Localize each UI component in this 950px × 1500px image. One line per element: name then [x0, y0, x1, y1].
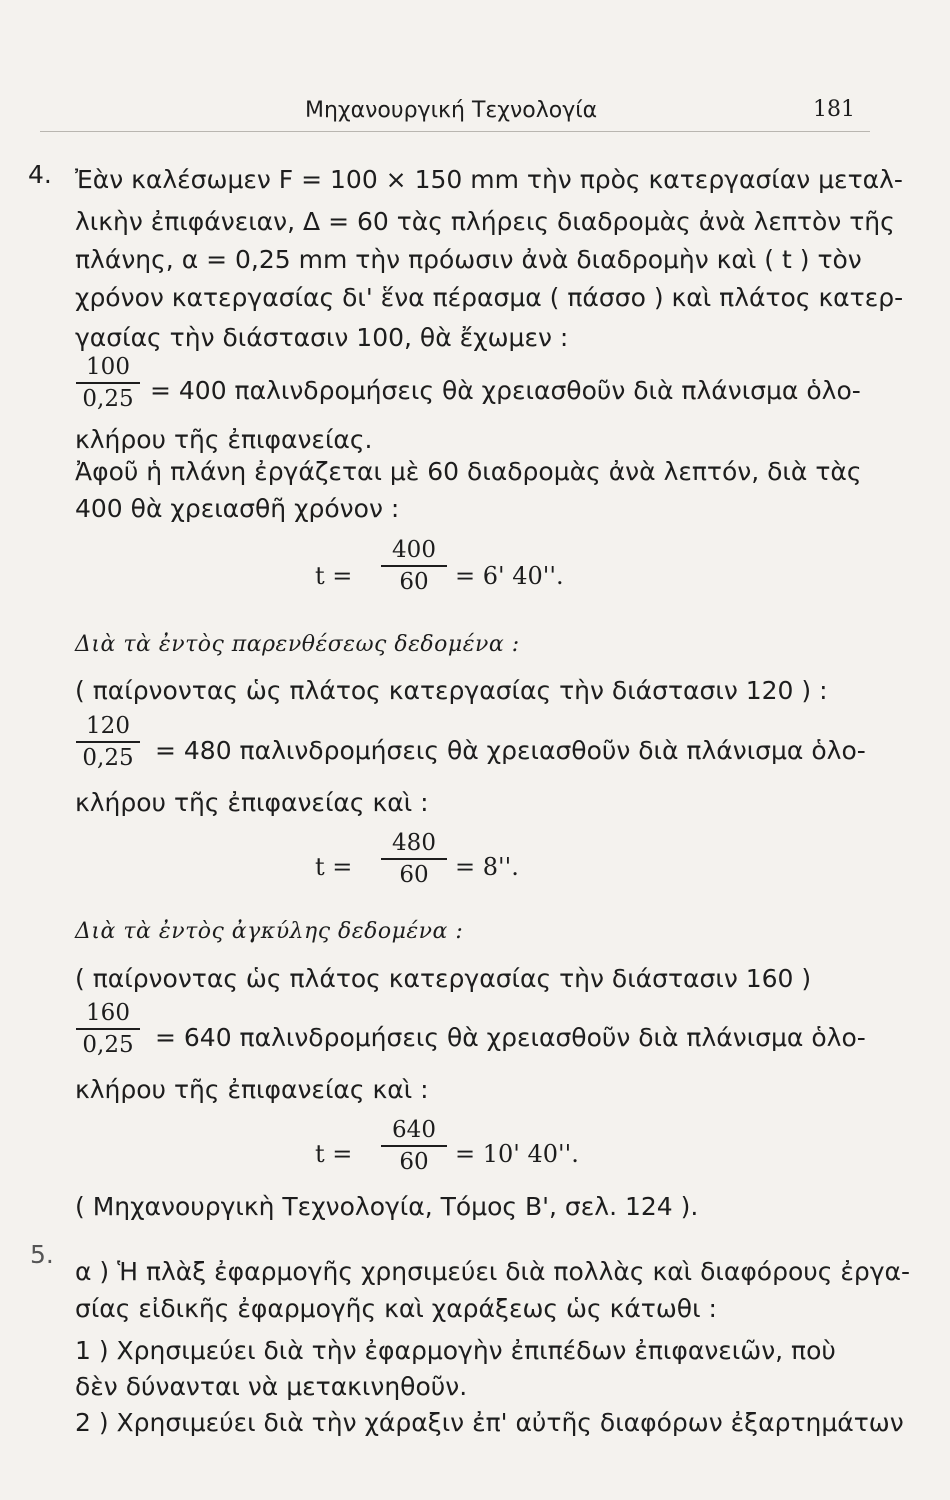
problem-4-line-2: λικὴν ἐπιφάνειαν, Δ = 60 τὰς πλήρεις διαδρομὰς ἀνὰ λεπτὸν τῆς — [75, 207, 895, 236]
fraction-2-continuation: κλήρου τῆς ἐπιφανείας καὶ : — [75, 788, 429, 817]
t3-rhs: = 10' 40''. — [455, 1140, 579, 1168]
fraction-1-denominator: 0,25 — [82, 385, 134, 412]
t1-fraction — [381, 537, 447, 595]
t2-numerator: 480 — [392, 830, 436, 856]
fraction-2-denominator: 0,25 — [82, 744, 134, 771]
t1-denominator: 60 — [399, 568, 429, 595]
problem-4-after-line-2: 400 θὰ χρειασθῆ χρόνον : — [75, 494, 400, 523]
fraction-1-text: = 400 παλινδρομήσεις θὰ χρειασθοῦν διὰ πλάνισμα ὁλο- — [150, 376, 861, 405]
header-rule — [40, 131, 870, 132]
problem-5-line-3: 1 ) Χρησιμεύει διὰ τὴν ἐφαρμογὴν ἐπιπέδων ἐπιφανειῶν, ποὺ — [75, 1336, 836, 1365]
t3-denominator: 60 — [399, 1148, 429, 1175]
problem-4-line-4: χρόνον κατεργασίας δι' ἕνα πέρασμα ( πάσσο ) καὶ πλάτος κατερ- — [75, 283, 904, 312]
fraction-3-continuation: κλήρου τῆς ἐπιφανείας καὶ : — [75, 1075, 429, 1104]
t2-rhs: = 8''. — [455, 853, 519, 881]
problem-5-line-4: δὲν δύνανται νὰ μετακινηθοῦν. — [75, 1372, 468, 1401]
fraction-1 — [76, 354, 140, 412]
problem-4-number: 4. — [28, 160, 52, 189]
problem-5-line-1: α ) Ἡ πλὰξ ἐφαρμογῆς χρησιμεύει διὰ πολλὰς καὶ διαφόρους ἐργα- — [75, 1257, 911, 1286]
problem-4-line-1: Ἐὰν καλέσωμεν F = 100 × 150 mm τὴν πρὸς κατεργασίαν μεταλ- — [75, 165, 903, 194]
fraction-3-bar — [76, 1028, 140, 1030]
fraction-3-text: = 640 παλινδρομήσεις θὰ χρειασθοῦν διὰ πλάνισμα ὁλο- — [155, 1023, 866, 1052]
fraction-2-text: = 480 παλινδρομήσεις θὰ χρειασθοῦν διὰ πλάνισμα ὁλο- — [155, 736, 866, 765]
problem-4-after-line-1: Ἀφοῦ ἡ πλάνη ἐργάζεται μὲ 60 διαδρομὰς ἀνὰ λεπτόν, διὰ τὰς — [75, 457, 862, 486]
parenthesis-line: ( παίρνοντας ὡς πλάτος κατεργασίας τὴν διάστασιν 120 ) : — [75, 676, 828, 705]
reference-line: ( Μηχανουργικὴ Τεχνολογία, Τόμος Β', σελ. 124 ). — [75, 1192, 699, 1221]
fraction-3 — [76, 1000, 140, 1058]
fraction-1-numerator: 100 — [86, 354, 130, 380]
t1-bar — [381, 565, 447, 567]
t2-fraction — [381, 830, 447, 888]
problem-5-line-2: σίας εἰδικῆς ἐφαρμογῆς καὶ χαράξεως ὡς κάτωθι : — [75, 1294, 717, 1323]
t3-numerator: 640 — [392, 1117, 436, 1143]
fraction-3-numerator: 160 — [86, 1000, 130, 1026]
t2-bar — [381, 858, 447, 860]
page-number: 181 — [813, 97, 855, 122]
t2-denominator: 60 — [399, 861, 429, 888]
t1-numerator: 400 — [392, 537, 436, 563]
fraction-1-bar — [76, 382, 140, 384]
problem-5-line-5: 2 ) Χρησιμεύει διὰ τὴν χάραξιν ἐπ' αὐτῆς διαφόρων ἐξαρτημάτων — [75, 1408, 904, 1437]
fraction-1-continuation: κλήρου τῆς ἐπιφανείας. — [75, 425, 373, 454]
problem-4-line-5: γασίας τὴν διάστασιν 100, θὰ ἔχωμεν : — [75, 323, 569, 352]
t1-rhs: = 6' 40''. — [455, 562, 564, 590]
problem-5-number: 5. — [30, 1240, 54, 1269]
t3-lhs: t = — [315, 1140, 353, 1168]
fraction-2 — [76, 713, 140, 771]
t2-lhs: t = — [315, 853, 353, 881]
bracket-line: ( παίρνοντας ὡς πλάτος κατεργασίας τὴν διάστασιν 160 ) — [75, 964, 812, 993]
running-header-title: Μηχανουργική Τεχνολογία — [305, 98, 598, 123]
t1-lhs: t = — [315, 562, 353, 590]
fraction-2-bar — [76, 741, 140, 743]
parenthesis-heading: Διὰ τὰ ἐντὸς παρενθέσεως δεδομένα : — [75, 632, 520, 657]
fraction-2-numerator: 120 — [86, 713, 130, 739]
t3-bar — [381, 1145, 447, 1147]
problem-4-line-3: πλάνης, α = 0,25 mm τὴν πρόωσιν ἀνὰ διαδρομὴν καὶ ( t ) τὸν — [75, 245, 862, 274]
bracket-heading: Διὰ τὰ ἐντὸς ἀγκύλης δεδομένα : — [75, 919, 464, 944]
fraction-3-denominator: 0,25 — [82, 1031, 134, 1058]
t3-fraction — [381, 1117, 447, 1175]
